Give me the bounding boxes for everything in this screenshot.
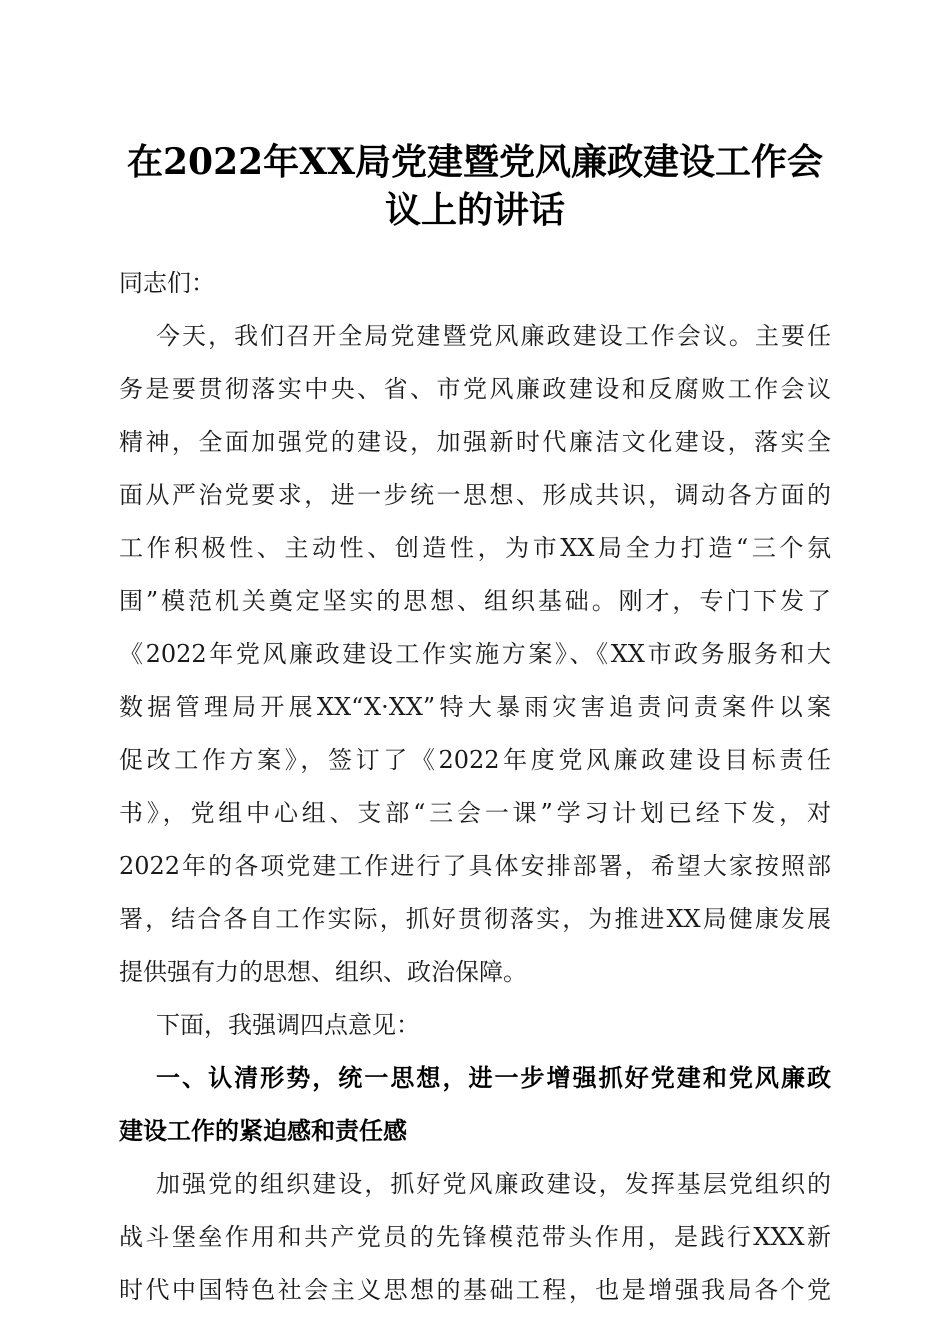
- paragraph-line: 围”模范机关奠定坚实的思想、组织基础。刚才，专门下发了: [119, 587, 831, 615]
- document-title: [100, 138, 850, 234]
- paragraph-line: 书》，党组中心组、支部“三会一课”学习计划已经下发，对: [119, 799, 831, 827]
- paragraph-intro: [119, 310, 831, 999]
- paragraph-line: 数据管理局开展XX“X·XX”特大暴雨灾害追责问责案件以案: [119, 693, 831, 721]
- paragraph-line: 工作积极性、主动性、创造性，为市XX局全力打造“三个氛: [119, 534, 831, 562]
- paragraph-line: 《2022年党风廉政建设工作实施方案》、《XX市政务服务和大: [119, 640, 831, 668]
- paragraph-line: 2022年的各项党建工作进行了具体安排部署，希望大家按照部: [119, 852, 831, 880]
- paragraph-section-1: [119, 1158, 831, 1317]
- title-line-2: 议上的讲话: [384, 189, 565, 231]
- paragraph-line: 提供强有力的思想、组织、政治保障。: [119, 958, 527, 986]
- paragraph-transition: 下面，我强调四点意见：: [156, 1011, 420, 1039]
- paragraph-line: 面从严治党要求，进一步统一思想、形成共识，调动各方面的: [119, 481, 831, 509]
- heading-line: 建设工作的紧迫感和责任感: [119, 1117, 407, 1145]
- paragraph-line: 务是要贯彻落实中央、省、市党风廉政建设和反腐败工作会议: [119, 375, 831, 403]
- paragraph-line: 精神，全面加强党的建设，加强新时代廉洁文化建设，落实全: [119, 428, 831, 456]
- paragraph-line: 促改工作方案》，签订了《2022年度党风廉政建设目标责任: [119, 746, 831, 774]
- section-heading-1: [119, 1052, 831, 1158]
- salutation: 同志们：: [119, 269, 215, 297]
- paragraph-line: 战斗堡垒作用和共产党员的先锋模范带头作用，是践行XXX新: [119, 1223, 831, 1251]
- paragraph-line: 加强党的组织建设，抓好党风廉政建设，发挥基层党组织的: [156, 1170, 831, 1198]
- title-line-1: 在2022年XX局党建暨党风廉政建设工作会: [126, 141, 824, 183]
- paragraph-line: 署，结合各自工作实际，抓好贯彻落实，为推进XX局健康发展: [119, 905, 831, 933]
- paragraph-line: 今天，我们召开全局党建暨党风廉政建设工作会议。主要任: [156, 322, 831, 350]
- paragraph-line: 时代中国特色社会主义思想的基础工程，也是增强我局各个党: [119, 1276, 831, 1304]
- document-body: [119, 257, 831, 1317]
- heading-line: 一、认清形势，统一思想，进一步增强抓好党建和党风廉政: [156, 1064, 831, 1092]
